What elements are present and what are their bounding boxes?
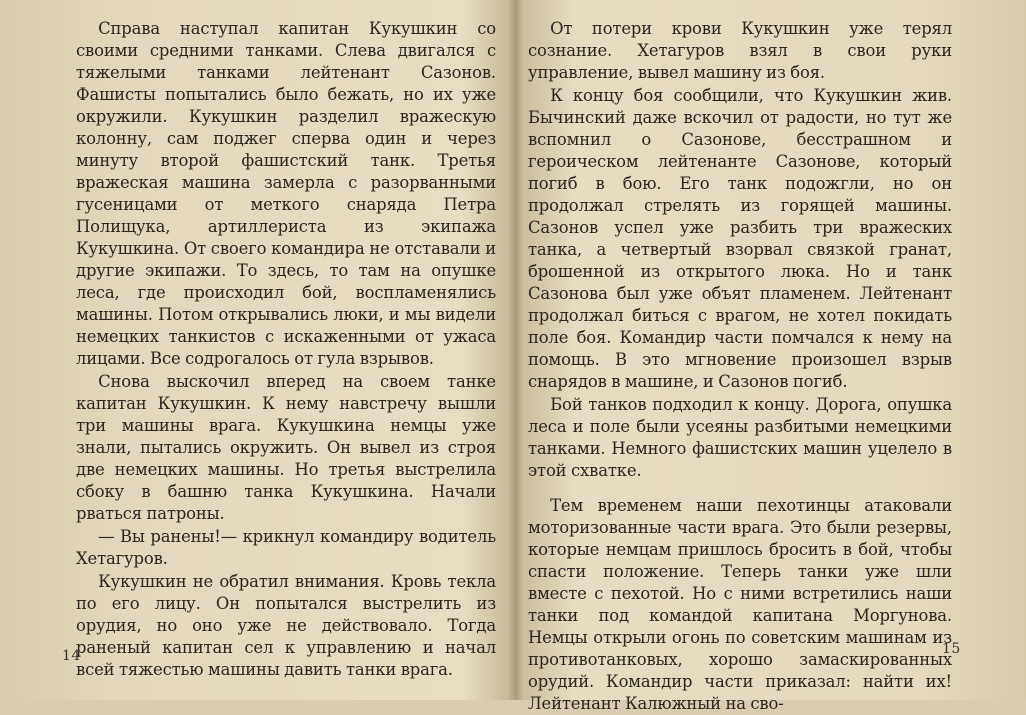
left-paragraph-4: Кукушкин не обратил внимания. Кровь текла по его лицу. Он попытался выстрелить из орудия, но оно уже не действовало. Тогда раненый капитан сел к управлению и начал всей тяжестью машины давить танки врага. — [76, 572, 496, 679]
left-paragraph-1: Справа наступал капитан Кукушкин со своими средними танками. Слева двигался с тяжелыми танками лейтенант Сазонов. Фашисты попытались было бежать, но их уже окружили. Кукушкин разделил вражескую колонну, сам поджег сперва один и через минуту второй фашистский танк. Третья вражеская машина замерла с разорванными гусеницами от меткого снаряда Петра Полищука, артиллериста из экипажа Кукушкина. От своего командира не отставали и другие экипажи. То здесь, то там на опушке леса, где происходил бой, воспламенялись машины. Потом открывались люки, и мы видели немецких танкистов с искаженными от ужаса лицами. Все содрогалось от гула взрывов. — [76, 19, 496, 368]
left-paragraph-2: Снова выскочил вперед на своем танке капитан Кукушкин. К нему навстречу вышли три машины врага. Кукушкина немцы уже знали, пытались окружить. Он вывел из строя две немецких машины. Но третья выстрелила сбоку в башню танка Кукушкина. Начали рваться патроны. — [76, 372, 496, 523]
right-paragraph-3: Бой танков подходил к концу. Дорога, опушка леса и поле были усеяны разбитыми немецкими танками. Немного фашистских машин уцелело в этой схватке. — [528, 395, 952, 480]
right-page-number: 15 — [942, 641, 961, 657]
right-paragraph-2: К концу боя сообщили, что Кукушкин жив. Бычинский даже вскочил от радости, но тут же вспомнил о Сазонове, бесстрашном и героическом лейтенанте Сазонове, который погиб в бою. Его танк подожгли, но он продолжал стрелять из горящей машины. Сазонов успел уже разбить три вражеских танка, а четвертый взорвал связкой гранат, брошенной из открытого люка. Но и танк Сазонова был уже объят пламенем. Лейтенант продолжал биться с врагом, не хотел покидать поле боя. Командир части помчался к нему на помощь. В это мгновение произошел взрыв снарядов в машине, и Сазонов погиб. — [528, 86, 952, 391]
left-paragraph-3: — Вы ранены!— крикнул командиру водитель Хетагуров. — [76, 527, 496, 568]
right-paragraph-4: Тем временем наши пехотинцы атаковали моторизованные части врага. Это были резервы, которые немцам пришлось бросить в бой, чтобы спасти положение. Теперь танки уже шли вместе с пехотой. Но с ними встретились наши танки под командой капитана Моргунова. Немцы открыли огонь по советским машинам из противотанковых, хорошо замаскированных орудий. Командир части приказал: найти их! Лейтенант Калюжный на сво- — [528, 496, 952, 713]
left-page-number: 14 — [62, 648, 81, 664]
left-page — [76, 18, 496, 688]
right-paragraph-1: От потери крови Кукушкин уже терял сознание. Хетагуров взял в свои руки управление, вывел машину из боя. — [528, 19, 952, 82]
right-page — [528, 18, 952, 713]
